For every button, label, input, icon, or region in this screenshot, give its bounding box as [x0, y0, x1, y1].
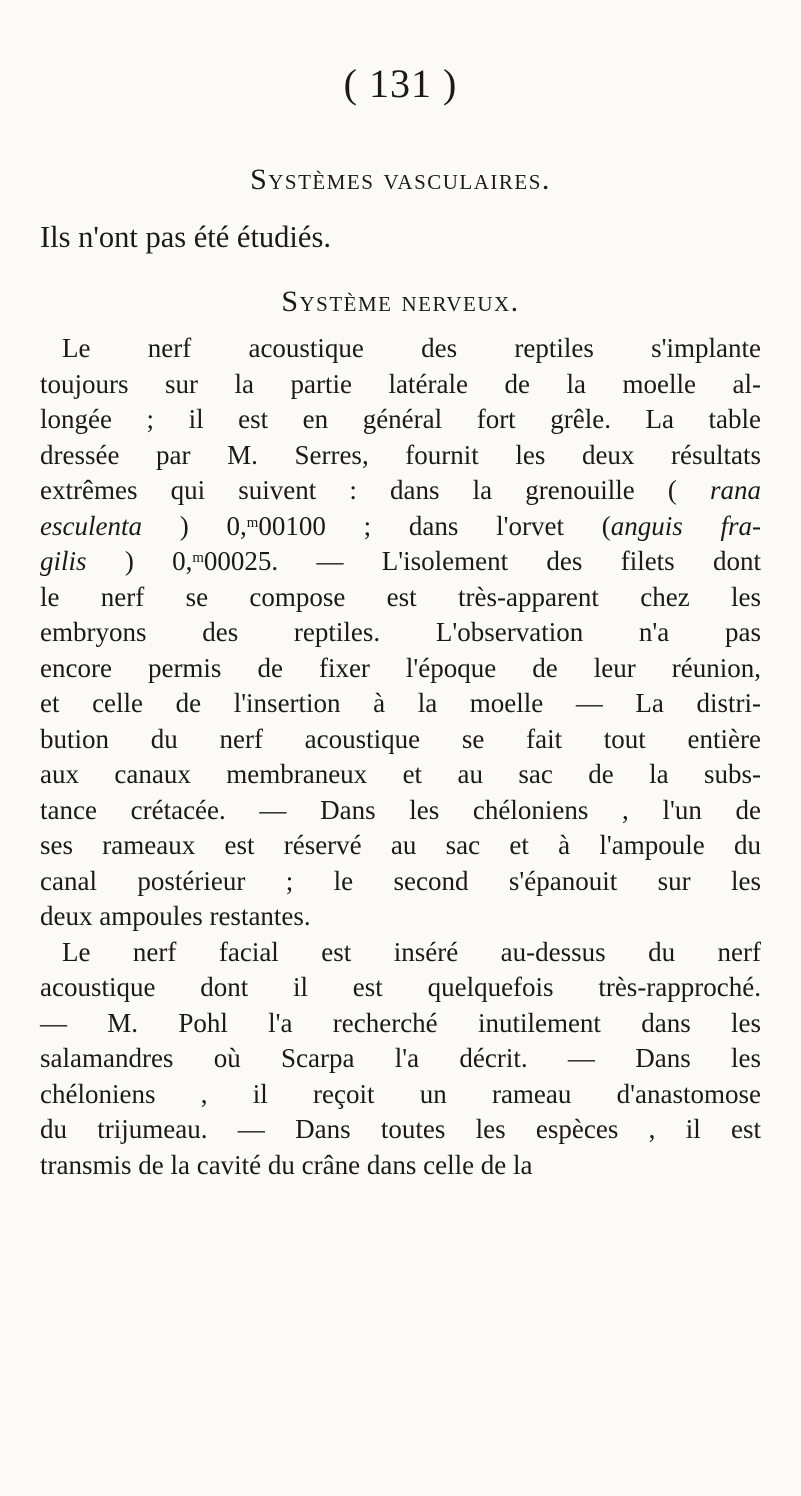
- text-line: Le nerf facial est inséré au-dessus du nerf: [62, 936, 761, 967]
- text-line: dressée par M. Serres, fournit les deux résultats: [40, 439, 761, 470]
- italic-term: esculenta: [40, 510, 142, 541]
- text-line: chéloniens , il reçoit un rameau d'anastomose: [40, 1078, 761, 1109]
- text-line: [40, 477, 761, 504]
- italic-term: gilis: [40, 546, 87, 576]
- text-line: toujours sur la partie latérale de la moelle al-: [40, 368, 761, 399]
- text-line: longée ; il est en général fort grêle. La table: [40, 404, 761, 434]
- text-line: [40, 510, 762, 541]
- text-line: transmis de la cavité du crâne dans celle de la: [40, 1149, 533, 1180]
- text-fragment: 00025. — L'isolement des filets dont: [203, 546, 761, 576]
- text-fragment: ) 0,: [179, 510, 247, 541]
- text-line: aux canaux membraneux et au sac de la subs-: [40, 759, 761, 789]
- text-line: canal postérieur ; le second s'épanouit sur les: [40, 865, 761, 896]
- text-fragment: extrêmes qui suivent : dans la grenouille (: [40, 475, 677, 505]
- text-line: salamandres où Scarpa l'a décrit. — Dans les: [40, 1043, 761, 1073]
- text-fragment: ) 0,: [124, 546, 193, 576]
- text-line: embryons des reptiles. L'observation n'a pas: [40, 617, 761, 647]
- page-number: ( 131 ): [343, 61, 458, 106]
- text-line: deux ampoules restantes.: [40, 901, 311, 931]
- text-fragment: 00100 ; dans l'orvet (: [258, 510, 611, 541]
- text-line: ses rameaux est réservé au sac et à l'ampoule du: [40, 830, 761, 860]
- section-heading-nervous: Système nerveux.: [281, 285, 520, 318]
- text-line: et celle de l'insertion à la moelle — La distri-: [40, 688, 761, 718]
- text-line: — M. Pohl l'a recherché inutilement dans les: [40, 1007, 761, 1038]
- text-line: bution du nerf acoustique se fait tout entière: [40, 723, 761, 754]
- superscript-unit: m: [192, 549, 204, 566]
- italic-term: anguis fra-: [610, 510, 762, 541]
- text-line: du trijumeau. — Dans toutes les espèces , il est: [40, 1114, 761, 1144]
- superscript-unit: m: [246, 514, 259, 531]
- text-line: tance crétacée. — Dans les chéloniens , l'un de: [40, 794, 761, 825]
- text-line: acoustique dont il est quelquefois très-rapproché.: [40, 972, 761, 1002]
- section-heading-vascular: Systèmes vasculaires.: [250, 163, 551, 196]
- text-line: Ils n'ont pas été étudiés.: [40, 220, 331, 254]
- italic-term: rana: [709, 475, 761, 505]
- text-line: [40, 548, 761, 575]
- text-line: Le nerf acoustique des reptiles s'implante: [62, 333, 761, 363]
- text-line: encore permis de fixer l'époque de leur réunion,: [40, 652, 761, 683]
- text-line: le nerf se compose est très-apparent chez les: [40, 581, 761, 612]
